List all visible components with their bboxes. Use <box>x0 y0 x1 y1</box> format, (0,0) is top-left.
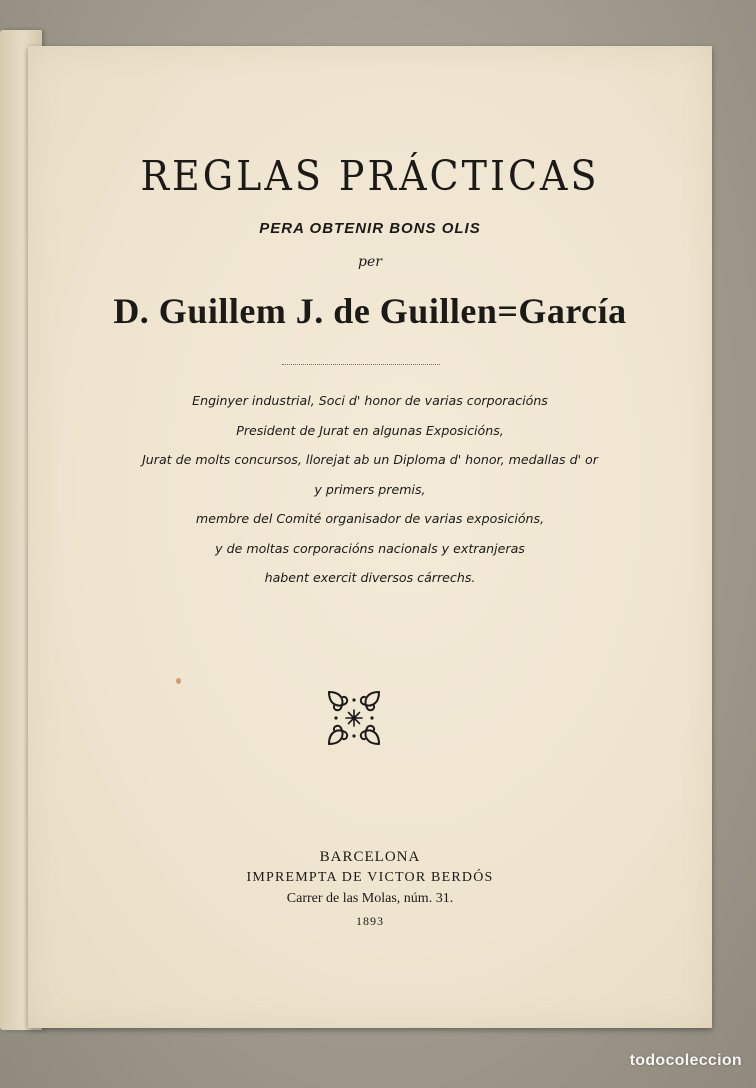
book-title: REGLAS PRÁCTICAS <box>140 152 600 200</box>
title-page <box>28 46 712 1028</box>
imprint-year: 1893 <box>356 914 384 928</box>
floral-ornament-icon <box>323 686 385 750</box>
credential-line: y de moltas corporacións nacionals y extranjeras <box>215 540 525 556</box>
site-watermark: todocoleccion <box>629 1052 742 1069</box>
imprint-city: BARCELONA <box>319 849 421 865</box>
credential-line: Enginyer industrial, Soci d' honor de varias corporacións <box>192 393 548 408</box>
divider-rule <box>282 364 440 365</box>
imprint-printer: IMPREMPTA DE VICTOR BERDÓS <box>246 870 494 885</box>
credential-line: Jurat de molts concursos, llorejat ab un Diploma d' honor, medallas d' or <box>142 452 598 467</box>
page-content <box>28 46 712 1028</box>
author-credentials <box>28 386 712 593</box>
imprint-address: Carrer de las Molas, núm. 31. <box>286 891 454 906</box>
credential-line: President de Jurat en algunas Exposicións, <box>236 422 504 438</box>
credential-line: habent exercit diversos cárrechs. <box>264 570 476 585</box>
per-label: per <box>358 254 382 270</box>
credential-line: y primers premis, <box>314 481 426 497</box>
book-subtitle: PERA OBTENIR BONS OLIS <box>259 220 481 237</box>
imprint-block <box>28 846 712 932</box>
author-name: D. Guillem J. de Guillen=García <box>113 291 627 331</box>
credential-line: membre del Comité organisador de varias exposicións, <box>195 511 545 526</box>
